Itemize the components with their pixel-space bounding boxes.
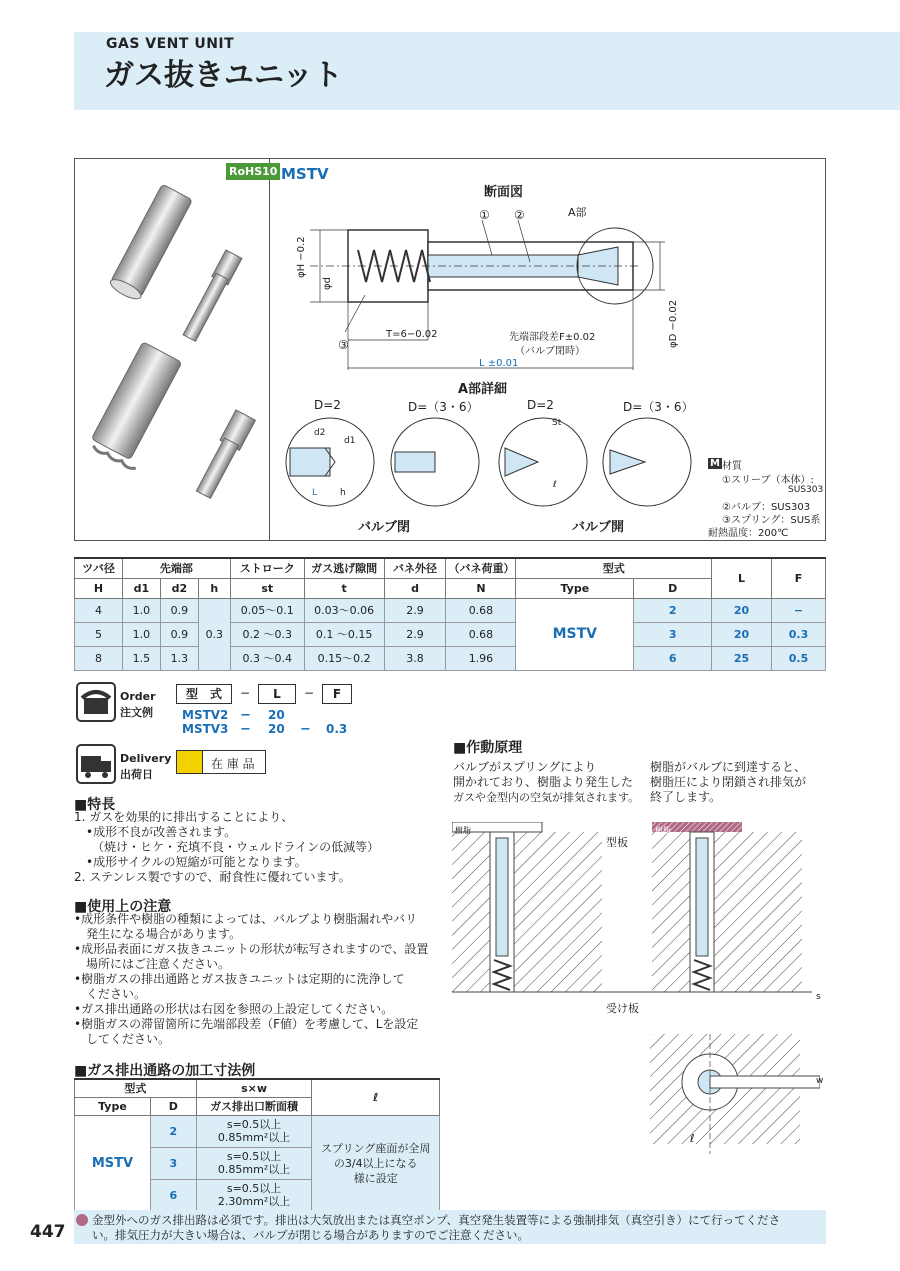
- gas-cell-s: s=0.5以上: [226, 1182, 282, 1195]
- cell-n: 0.68: [446, 622, 516, 646]
- cell-type-d: 3: [634, 622, 712, 646]
- valve-closed-label: バルブ閉: [358, 520, 411, 535]
- cell-st: 0.05〜0.1: [230, 598, 304, 622]
- cell-d1: 1.5: [122, 646, 160, 670]
- delivery-label-jp: 出荷日: [120, 768, 153, 781]
- gas-cell-d: 2: [150, 1115, 196, 1147]
- table-row: [75, 622, 826, 646]
- order-ex2-type: MSTV3: [182, 722, 229, 736]
- cell-h: 4: [75, 598, 123, 622]
- principle-right-1: 樹脂がバルブに到達すると、: [650, 760, 807, 774]
- order-dash-1: −: [240, 686, 251, 700]
- mold-plate-label: 型板: [606, 836, 628, 849]
- table-row: [75, 1115, 440, 1147]
- truck-icon: [76, 744, 116, 784]
- footer-note-2: い。排気圧力が大きい場合は、バルブが閉じる場合がありますのでご注意ください。: [92, 1228, 529, 1242]
- features-line: •成形不良が改善されます。: [74, 825, 237, 839]
- principle-right-3: 終了します。: [650, 790, 722, 804]
- series-name: MSTV: [281, 165, 329, 183]
- gas-cell-s: s=0.5以上: [226, 1150, 282, 1163]
- cell-f: −: [771, 598, 825, 622]
- cell-l: 20: [712, 622, 772, 646]
- phone-icon: [76, 682, 116, 722]
- part-1-label: ①: [479, 208, 490, 222]
- cell-type: MSTV: [516, 598, 634, 670]
- cell-d: 3.8: [384, 646, 446, 670]
- material-1: ①スリーブ（本体）:: [722, 475, 814, 486]
- detail-title: A部詳細: [458, 382, 508, 397]
- gas-th-area: ガス排出口断面積: [196, 1097, 312, 1115]
- gas-title: ■ガス排出通路の加工寸法例: [74, 1063, 256, 1079]
- cross-section-drawing: [290, 200, 700, 380]
- caution-line: ください。: [74, 987, 147, 1001]
- product-divider: [269, 158, 270, 541]
- principle-w-label: w: [816, 1076, 824, 1086]
- th-tsuba: ツバ径: [75, 558, 123, 578]
- footer-note-1: 金型外へのガス排出路は必須です。排出は大気放出または真空ポンプ、真空発生装置等による強制排気（真空引き）にて行ってくださ: [92, 1213, 781, 1227]
- th-gap-sym: t: [304, 578, 384, 598]
- material-title: 材質: [722, 461, 742, 472]
- heat-resistance: 耐熱温度：200℃: [708, 528, 789, 539]
- order-label-en: Order: [120, 690, 156, 703]
- gas-table: [74, 1078, 440, 1212]
- cell-st: 0.3 〜0.4: [230, 646, 304, 670]
- principle-ell-label: ℓ: [690, 1132, 695, 1145]
- caution-title: ■使用上の注意: [74, 899, 172, 915]
- gas-th-ell: ℓ: [312, 1079, 440, 1115]
- order-cell-type: 型 式: [176, 684, 232, 704]
- caution-line: •樹脂ガスの排出通路とガス抜きユニットは定期的に洗浄して: [74, 972, 405, 986]
- cell-h: 8: [75, 646, 123, 670]
- th-tip: 先端部: [122, 558, 230, 578]
- material-2: ②バルブ：SUS303: [722, 502, 811, 513]
- gas-cell-area: 2.30mm²以上: [217, 1195, 291, 1208]
- order-ex2-dash: −: [240, 722, 251, 737]
- caution-line: 場所にはご注意ください。: [74, 957, 231, 971]
- detail-d2-2: D=2: [527, 398, 554, 412]
- th-tsuba-sym: H: [75, 578, 123, 598]
- cell-l: 20: [712, 598, 772, 622]
- th-spring-sym: d: [384, 578, 446, 598]
- detail-d36-2: D=（3・6）: [623, 400, 694, 414]
- cell-h-shared: 0.3: [198, 598, 230, 670]
- th-load-sym: N: [446, 578, 516, 598]
- cell-d1: 1.0: [122, 598, 160, 622]
- gas-cell-ell-1: スプリング座面が全周: [321, 1141, 431, 1155]
- header-title-jp: ガス抜きユニット: [104, 58, 343, 93]
- th-load: （バネ荷重）: [446, 558, 516, 578]
- detail-d36-1: D=（3・6）: [408, 400, 479, 414]
- cell-type-d: 6: [634, 646, 712, 670]
- dim-h-label: h: [340, 488, 346, 498]
- cell-type-d: 2: [634, 598, 712, 622]
- th-type-en: Type: [516, 578, 634, 598]
- gas-cell-ell-3: 様に設定: [353, 1171, 398, 1185]
- rohs-badge: RoHS10: [226, 163, 280, 180]
- cell-d: 2.9: [384, 598, 446, 622]
- detail-d2-1: D=2: [314, 398, 341, 412]
- product-photo: [76, 180, 266, 520]
- cell-d2: 1.3: [160, 646, 198, 670]
- cell-d2: 0.9: [160, 622, 198, 646]
- principle-title: ■作動原理: [453, 740, 523, 756]
- cell-n: 1.96: [446, 646, 516, 670]
- principle-left-2: 開かれており、樹脂より発生した: [453, 775, 634, 789]
- gas-th-sw: s×w: [196, 1079, 312, 1097]
- valve-open-label: バルブ開: [572, 520, 625, 535]
- caution-line: •成形条件や樹脂の種類によっては、バルブより樹脂漏れやバリ: [74, 912, 418, 926]
- cell-h: 5: [75, 622, 123, 646]
- th-type-d: D: [634, 578, 712, 598]
- stock-badge: [176, 750, 266, 774]
- th-gap: ガス逃げ隙間: [304, 558, 384, 578]
- order-ex2-f: 0.3: [326, 722, 348, 736]
- dim-ell-label: ℓ: [553, 480, 557, 490]
- cell-d2: 0.9: [160, 598, 198, 622]
- order-ex2-dash2: −: [300, 722, 311, 737]
- cell-f: 0.5: [771, 646, 825, 670]
- th-type: 型式: [516, 558, 712, 578]
- gas-cell-s: s=0.5以上: [226, 1118, 282, 1131]
- order-ex1-type: MSTV2: [182, 708, 229, 722]
- gas-cell-area: 0.85mm²以上: [217, 1131, 291, 1144]
- features-line: 1. ガスを効果的に排出することにより、: [74, 810, 294, 824]
- gas-cell-type: MSTV: [75, 1115, 151, 1211]
- cell-d1: 1.0: [122, 622, 160, 646]
- dim-l-label: L: [312, 488, 318, 498]
- section-title: 断面図: [484, 185, 524, 200]
- resin-label-left: 樹脂: [455, 826, 471, 835]
- features-line: （焼け・ヒケ・充填不良・ウェルドラインの低減等）: [74, 840, 380, 854]
- principle-drawing: [452, 822, 812, 1022]
- caution-icon: [76, 1214, 88, 1226]
- f-note: （バルブ閉時）: [515, 346, 585, 357]
- material-1-value: SUS303: [788, 485, 824, 495]
- th-stroke-sym: st: [230, 578, 304, 598]
- order-dash-2: −: [304, 686, 315, 700]
- stock-label: 在 庫 品: [211, 757, 255, 771]
- spec-table: [74, 557, 826, 671]
- receive-plate-label: 受け板: [606, 1002, 639, 1015]
- dim-d1-label: d1: [344, 436, 356, 446]
- features-line: •成形サイクルの短縮が可能となります。: [74, 855, 307, 869]
- delivery-label-en: Delivery: [120, 752, 172, 765]
- resin-label-right: 樹脂: [655, 826, 671, 835]
- th-l: L: [712, 558, 772, 598]
- cell-d: 2.9: [384, 622, 446, 646]
- caution-line: してください。: [74, 1032, 171, 1046]
- gas-cell-d: 6: [150, 1179, 196, 1211]
- th-d1: d1: [122, 578, 160, 598]
- phi-h-label: φH −0.2: [296, 236, 307, 278]
- gas-th-type: 型式: [75, 1079, 197, 1097]
- page-number: 447: [30, 1222, 66, 1242]
- order-cell-l: L: [258, 684, 296, 704]
- caution-line: •成形品表面にガス抜きユニットの形状が転写されますので、設置: [74, 942, 429, 956]
- caution-line: •樹脂ガスの滞留箇所に先端部段差（F値）を考慮して、Lを設定: [74, 1017, 419, 1031]
- cell-st: 0.2 〜0.3: [230, 622, 304, 646]
- cell-l: 25: [712, 646, 772, 670]
- gas-cell-ell-2: の3/4以上になる: [333, 1156, 418, 1170]
- gas-cell-area: 0.85mm²以上: [217, 1163, 291, 1176]
- top-view-drawing: [650, 1034, 820, 1154]
- th-f: F: [771, 558, 825, 598]
- th-stroke: ストローク: [230, 558, 304, 578]
- gas-th-type-en: Type: [75, 1097, 151, 1115]
- th-spring: バネ外径: [384, 558, 446, 578]
- part-3-label: ③: [338, 338, 349, 352]
- table-row: [75, 598, 826, 622]
- order-label-jp: 注文例: [120, 706, 153, 719]
- th-h: h: [198, 578, 230, 598]
- phi-d-small-label: φd: [322, 277, 333, 290]
- caution-line: 発生になる場合があります。: [74, 927, 242, 941]
- order-cell-f: F: [322, 684, 352, 704]
- l-label: L ±0.01: [479, 358, 519, 369]
- order-ex2-l: 20: [268, 722, 285, 736]
- material-icon: M: [710, 458, 720, 469]
- cell-n: 0.68: [446, 598, 516, 622]
- caution-line: •ガス排出通路の形状は右図を参照の上設定してください。: [74, 1002, 394, 1016]
- t-label: T=6−0.02: [386, 329, 438, 340]
- dim-st-label: St: [552, 418, 562, 428]
- material-3: ③スプリング：SUS系: [722, 515, 821, 526]
- principle-right-2: 樹脂圧により閉鎖され排気が: [650, 775, 807, 789]
- cell-f: 0.3: [771, 622, 825, 646]
- box-icon: [177, 751, 203, 773]
- cell-t: 0.1 〜0.15: [304, 622, 384, 646]
- header-title-en: GAS VENT UNIT: [106, 36, 235, 52]
- detail-a-label: A部: [568, 206, 587, 219]
- principle-left-1: バルブがスプリングにより: [453, 760, 597, 774]
- gas-cell-d: 3: [150, 1147, 196, 1179]
- cell-t: 0.03〜0.06: [304, 598, 384, 622]
- th-d2: d2: [160, 578, 198, 598]
- features-line: 2. ステンレス製ですので、耐食性に優れています。: [74, 870, 351, 884]
- dim-d2-label: d2: [314, 428, 326, 438]
- table-row: [75, 646, 826, 670]
- f-label: 先端部段差F±0.02: [509, 332, 596, 343]
- gas-th-d: D: [150, 1097, 196, 1115]
- order-ex1-l: 20: [268, 708, 285, 722]
- principle-s-label: s: [816, 992, 821, 1002]
- phi-d-big-label: φD −0.02: [668, 299, 679, 348]
- cell-t: 0.15〜0.2: [304, 646, 384, 670]
- principle-left-3: ガスや金型内の空気が排気されます。: [453, 791, 640, 804]
- features-title: ■特長: [74, 797, 116, 813]
- order-ex1-dash: −: [240, 708, 251, 723]
- part-2-label: ②: [514, 208, 525, 222]
